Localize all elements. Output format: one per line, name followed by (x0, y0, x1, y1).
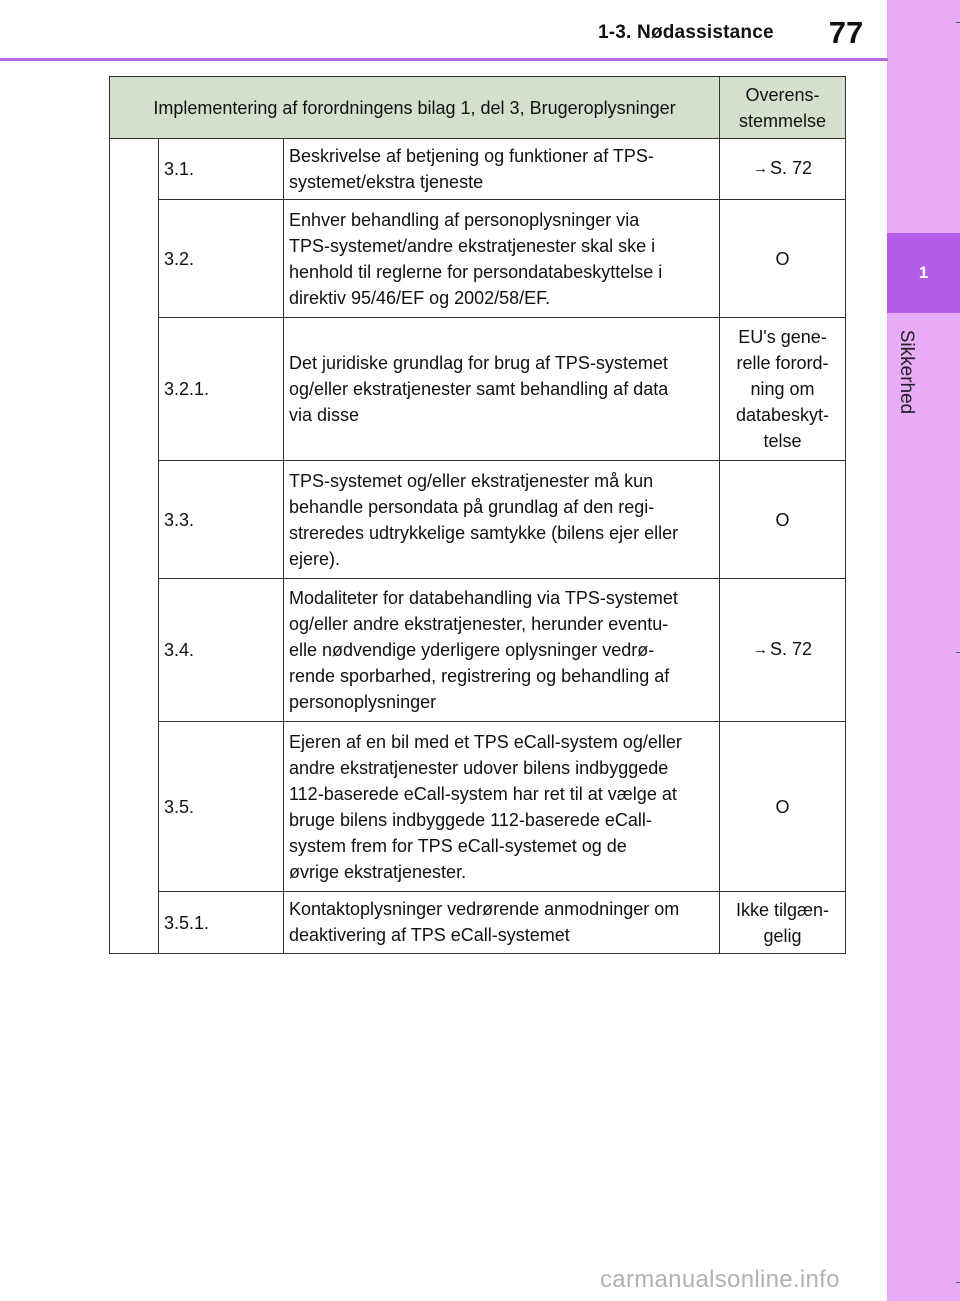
chapter-title-text: Sikkerhed (896, 329, 917, 415)
compliance-ref-text: O (775, 509, 790, 530)
chapter-number-box (887, 233, 960, 313)
table-row (110, 722, 846, 892)
table-header-row (110, 77, 846, 139)
clause-description: Ejeren af en bil med et TPS eCall-system og/eller andre ekstratjenester udover bilens indbyggede 112-baserede eCall-system har ret til at vælge at bruge bilens indbyggede 112-baserede eCall- system frem for TPS eCall-systemet og de øvrige ekstratjenester. (284, 722, 720, 892)
table-row (110, 892, 846, 954)
compliance-ref-text: O (775, 248, 790, 269)
clause-description: Kontaktoplysninger vedrørende anmodninger om deaktivering af TPS eCall-systemet (284, 892, 720, 954)
compliance-ref (720, 461, 846, 579)
compliance-ref-text: Ikke tilgæn- gelig (735, 899, 830, 946)
clause-number: 3.1. (159, 139, 284, 200)
compliance-ref (720, 139, 846, 200)
clause-number: 3.4. (159, 579, 284, 722)
arrow-right-icon: → (753, 160, 768, 177)
compliance-ref-text: S. 72 (770, 639, 813, 659)
compliance-ref-text: S. 72 (770, 158, 813, 178)
clause-description: Enhver behandling af personoplysninger via TPS-systemet/andre ekstratjenester skal ske i henhold til reglerne for persondatabeskyttelse i direktiv 95/46/EF og 2002/58/EF. (284, 200, 720, 318)
side-tab (887, 0, 960, 1301)
table-row (110, 139, 846, 200)
table-row (110, 579, 846, 722)
table-header-ref: Overens- stemmelse (720, 77, 846, 139)
crop-mark (956, 1282, 960, 1283)
arrow-right-icon: → (753, 641, 768, 658)
group-spacer-cell (110, 139, 159, 954)
chapter-number: 1 (918, 263, 929, 282)
clause-description: Modaliteter for databehandling via TPS-systemet og/eller andre ekstratjenester, herunder eventu- elle nødvendige yderligere oplysninger vedrø- rende sporbarhed, registrering og behandling af personoplysninger (284, 579, 720, 722)
compliance-ref (720, 722, 846, 892)
clause-description: Beskrivelse af betjening og funktioner af TPS- systemet/ekstra tjeneste (284, 139, 720, 200)
table-header-main: Implementering af forordningens bilag 1, del 3, Brugeroplysninger (110, 77, 720, 139)
compliance-ref (720, 892, 846, 954)
compliance-ref (720, 579, 846, 722)
compliance-table (109, 76, 846, 954)
watermark-logo: carmanualsonline.info (600, 1266, 840, 1293)
header-rule (0, 58, 888, 61)
section-title: 1-3. Nødassistance (598, 22, 774, 43)
crop-mark (956, 22, 960, 23)
clause-number: 3.5. (159, 722, 284, 892)
compliance-ref-text: EU's gene- relle forord- ning om databeskyt- telse (735, 327, 830, 451)
clause-number: 3.5.1. (159, 892, 284, 954)
compliance-ref (720, 318, 846, 461)
clause-description: TPS-systemet og/eller ekstratjenester må kun behandle persondata på grundlag af den regi- streredes udtrykkelige samtykke (bilens ejer eller ejere). (284, 461, 720, 579)
crop-mark (956, 652, 960, 653)
clause-description: Det juridiske grundlag for brug af TPS-systemet og/eller ekstratjenester samt behandling af data via disse (284, 318, 720, 461)
table-row (110, 461, 846, 579)
clause-number: 3.2. (159, 200, 284, 318)
table-row (110, 200, 846, 318)
compliance-ref-text: O (775, 796, 790, 817)
clause-number: 3.3. (159, 461, 284, 579)
table-row (110, 318, 846, 461)
page-number: 77 (828, 15, 864, 50)
compliance-ref (720, 200, 846, 318)
clause-number: 3.2.1. (159, 318, 284, 461)
